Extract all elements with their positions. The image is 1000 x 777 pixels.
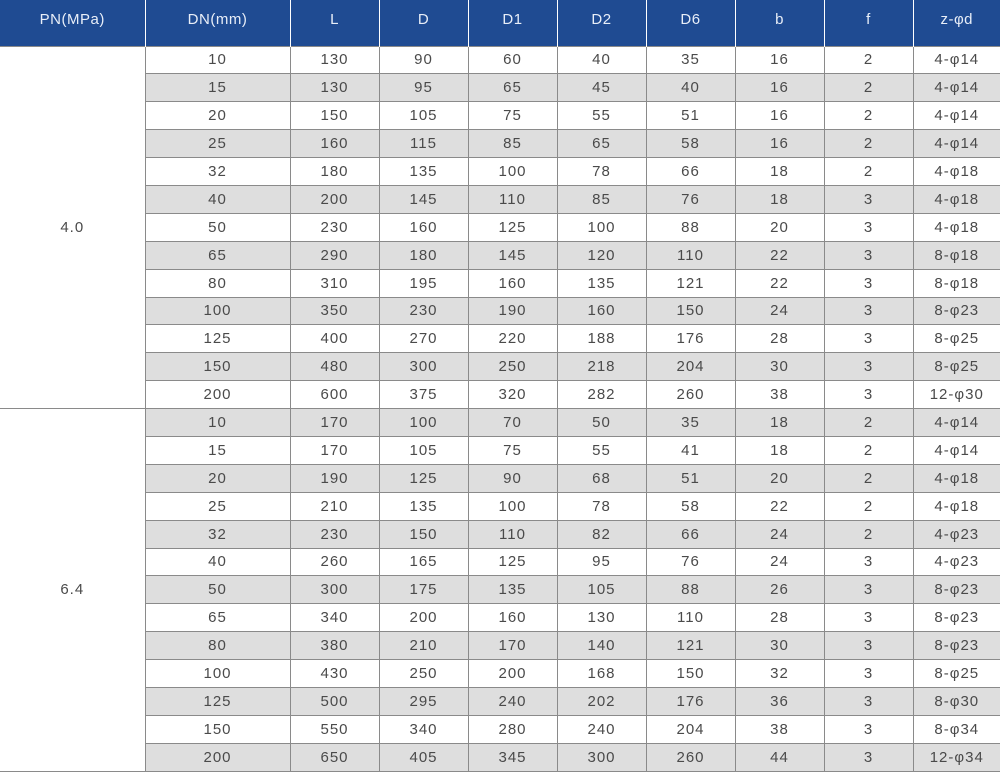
cell-d1: 75 xyxy=(468,102,557,130)
cell-d1: 70 xyxy=(468,409,557,437)
table-row xyxy=(0,492,1000,520)
cell-dn: 100 xyxy=(145,660,290,688)
table-row xyxy=(0,715,1000,743)
cell-dn: 150 xyxy=(145,715,290,743)
cell-dn: 32 xyxy=(145,158,290,186)
table-row xyxy=(0,130,1000,158)
cell-z-phi-d: 4-φ18 xyxy=(913,464,1000,492)
cell-l: 400 xyxy=(290,325,379,353)
cell-l: 480 xyxy=(290,353,379,381)
cell-d: 145 xyxy=(379,185,468,213)
cell-d6: 51 xyxy=(646,102,735,130)
cell-f: 3 xyxy=(824,743,913,771)
cell-d2: 55 xyxy=(557,436,646,464)
cell-f: 3 xyxy=(824,687,913,715)
cell-dn: 65 xyxy=(145,241,290,269)
cell-l: 170 xyxy=(290,409,379,437)
pn-group-cell: 4.0 xyxy=(0,46,145,409)
cell-d1: 125 xyxy=(468,548,557,576)
cell-b: 30 xyxy=(735,353,824,381)
cell-z-phi-d: 8-φ23 xyxy=(913,297,1000,325)
cell-z-phi-d: 12-φ34 xyxy=(913,743,1000,771)
cell-dn: 125 xyxy=(145,325,290,353)
cell-f: 3 xyxy=(824,297,913,325)
cell-z-phi-d: 4-φ14 xyxy=(913,46,1000,74)
cell-f: 3 xyxy=(824,632,913,660)
cell-f: 2 xyxy=(824,492,913,520)
cell-d: 135 xyxy=(379,158,468,186)
table-row xyxy=(0,743,1000,771)
cell-b: 38 xyxy=(735,381,824,409)
cell-f: 2 xyxy=(824,436,913,464)
cell-d6: 76 xyxy=(646,548,735,576)
cell-l: 500 xyxy=(290,687,379,715)
table-row xyxy=(0,241,1000,269)
cell-l: 380 xyxy=(290,632,379,660)
cell-d2: 188 xyxy=(557,325,646,353)
cell-z-phi-d: 12-φ30 xyxy=(913,381,1000,409)
cell-dn: 10 xyxy=(145,409,290,437)
cell-l: 600 xyxy=(290,381,379,409)
cell-z-phi-d: 4-φ18 xyxy=(913,158,1000,186)
table-body xyxy=(0,46,1000,771)
cell-f: 2 xyxy=(824,520,913,548)
header-f: f xyxy=(824,0,913,46)
cell-d: 95 xyxy=(379,74,468,102)
cell-l: 180 xyxy=(290,158,379,186)
cell-dn: 65 xyxy=(145,604,290,632)
cell-f: 3 xyxy=(824,576,913,604)
pn-group-cell: 6.4 xyxy=(0,409,145,772)
cell-b: 18 xyxy=(735,158,824,186)
cell-f: 2 xyxy=(824,130,913,158)
cell-b: 36 xyxy=(735,687,824,715)
cell-d1: 65 xyxy=(468,74,557,102)
cell-dn: 20 xyxy=(145,102,290,130)
cell-b: 16 xyxy=(735,102,824,130)
cell-d1: 160 xyxy=(468,269,557,297)
header-row xyxy=(0,0,1000,46)
table-row xyxy=(0,576,1000,604)
cell-b: 28 xyxy=(735,604,824,632)
cell-d1: 60 xyxy=(468,46,557,74)
cell-z-phi-d: 4-φ14 xyxy=(913,74,1000,102)
cell-l: 230 xyxy=(290,213,379,241)
cell-l: 550 xyxy=(290,715,379,743)
cell-d: 150 xyxy=(379,520,468,548)
cell-d: 195 xyxy=(379,269,468,297)
cell-z-phi-d: 8-φ25 xyxy=(913,353,1000,381)
cell-l: 310 xyxy=(290,269,379,297)
cell-z-phi-d: 8-φ23 xyxy=(913,576,1000,604)
cell-dn: 20 xyxy=(145,464,290,492)
cell-d: 300 xyxy=(379,353,468,381)
cell-d1: 170 xyxy=(468,632,557,660)
cell-dn: 50 xyxy=(145,576,290,604)
cell-d2: 282 xyxy=(557,381,646,409)
cell-f: 3 xyxy=(824,185,913,213)
cell-d6: 88 xyxy=(646,576,735,604)
cell-d6: 51 xyxy=(646,464,735,492)
cell-b: 24 xyxy=(735,520,824,548)
cell-d2: 120 xyxy=(557,241,646,269)
cell-d1: 90 xyxy=(468,464,557,492)
cell-d2: 218 xyxy=(557,353,646,381)
cell-b: 20 xyxy=(735,464,824,492)
header-d6: D6 xyxy=(646,0,735,46)
cell-d1: 250 xyxy=(468,353,557,381)
cell-f: 2 xyxy=(824,74,913,102)
cell-dn: 25 xyxy=(145,130,290,158)
cell-l: 430 xyxy=(290,660,379,688)
cell-d2: 240 xyxy=(557,715,646,743)
cell-l: 200 xyxy=(290,185,379,213)
cell-d1: 160 xyxy=(468,604,557,632)
cell-dn: 32 xyxy=(145,520,290,548)
table-row xyxy=(0,297,1000,325)
table-row xyxy=(0,604,1000,632)
cell-d6: 58 xyxy=(646,492,735,520)
cell-d2: 68 xyxy=(557,464,646,492)
cell-l: 650 xyxy=(290,743,379,771)
cell-d6: 35 xyxy=(646,46,735,74)
cell-d6: 88 xyxy=(646,213,735,241)
cell-d2: 85 xyxy=(557,185,646,213)
cell-d2: 50 xyxy=(557,409,646,437)
cell-d6: 58 xyxy=(646,130,735,158)
cell-d1: 240 xyxy=(468,687,557,715)
header-z-phi-d: z-φd xyxy=(913,0,1000,46)
cell-d1: 100 xyxy=(468,158,557,186)
cell-f: 2 xyxy=(824,46,913,74)
cell-l: 290 xyxy=(290,241,379,269)
cell-d1: 145 xyxy=(468,241,557,269)
table-row xyxy=(0,632,1000,660)
cell-f: 3 xyxy=(824,353,913,381)
cell-d1: 100 xyxy=(468,492,557,520)
cell-z-phi-d: 4-φ14 xyxy=(913,130,1000,158)
cell-f: 3 xyxy=(824,213,913,241)
cell-dn: 200 xyxy=(145,381,290,409)
cell-b: 28 xyxy=(735,325,824,353)
cell-b: 22 xyxy=(735,492,824,520)
cell-d: 135 xyxy=(379,492,468,520)
cell-l: 210 xyxy=(290,492,379,520)
cell-d1: 75 xyxy=(468,436,557,464)
cell-d: 270 xyxy=(379,325,468,353)
cell-d1: 85 xyxy=(468,130,557,158)
cell-f: 3 xyxy=(824,325,913,353)
cell-dn: 40 xyxy=(145,185,290,213)
cell-b: 16 xyxy=(735,130,824,158)
cell-z-phi-d: 4-φ18 xyxy=(913,213,1000,241)
cell-f: 3 xyxy=(824,660,913,688)
table-row xyxy=(0,436,1000,464)
cell-d1: 110 xyxy=(468,520,557,548)
cell-d: 230 xyxy=(379,297,468,325)
cell-b: 16 xyxy=(735,46,824,74)
cell-d1: 200 xyxy=(468,660,557,688)
table-row xyxy=(0,46,1000,74)
cell-d6: 66 xyxy=(646,520,735,548)
cell-z-phi-d: 4-φ14 xyxy=(913,436,1000,464)
cell-d: 375 xyxy=(379,381,468,409)
table-row xyxy=(0,325,1000,353)
cell-dn: 80 xyxy=(145,269,290,297)
cell-d6: 260 xyxy=(646,743,735,771)
cell-d6: 204 xyxy=(646,353,735,381)
cell-b: 22 xyxy=(735,241,824,269)
header-dn: DN(mm) xyxy=(145,0,290,46)
cell-f: 2 xyxy=(824,409,913,437)
cell-dn: 150 xyxy=(145,353,290,381)
cell-d1: 345 xyxy=(468,743,557,771)
cell-z-phi-d: 8-φ23 xyxy=(913,604,1000,632)
cell-z-phi-d: 8-φ18 xyxy=(913,241,1000,269)
cell-d2: 78 xyxy=(557,158,646,186)
cell-b: 20 xyxy=(735,213,824,241)
cell-d6: 150 xyxy=(646,297,735,325)
cell-b: 38 xyxy=(735,715,824,743)
cell-d1: 135 xyxy=(468,576,557,604)
cell-d1: 220 xyxy=(468,325,557,353)
cell-d: 160 xyxy=(379,213,468,241)
cell-f: 3 xyxy=(824,548,913,576)
cell-d6: 41 xyxy=(646,436,735,464)
cell-d2: 65 xyxy=(557,130,646,158)
table-row xyxy=(0,548,1000,576)
table-row xyxy=(0,660,1000,688)
cell-d2: 78 xyxy=(557,492,646,520)
cell-dn: 15 xyxy=(145,74,290,102)
cell-d: 105 xyxy=(379,102,468,130)
cell-d: 175 xyxy=(379,576,468,604)
cell-d6: 110 xyxy=(646,241,735,269)
cell-f: 3 xyxy=(824,241,913,269)
cell-f: 3 xyxy=(824,381,913,409)
cell-l: 160 xyxy=(290,130,379,158)
cell-b: 18 xyxy=(735,436,824,464)
cell-d6: 204 xyxy=(646,715,735,743)
cell-d: 165 xyxy=(379,548,468,576)
table-row xyxy=(0,464,1000,492)
table-row xyxy=(0,74,1000,102)
cell-z-phi-d: 8-φ25 xyxy=(913,325,1000,353)
cell-d6: 260 xyxy=(646,381,735,409)
cell-d6: 35 xyxy=(646,409,735,437)
cell-d6: 176 xyxy=(646,687,735,715)
table-row xyxy=(0,409,1000,437)
cell-dn: 15 xyxy=(145,436,290,464)
cell-b: 44 xyxy=(735,743,824,771)
cell-d1: 125 xyxy=(468,213,557,241)
cell-d: 180 xyxy=(379,241,468,269)
table-row xyxy=(0,353,1000,381)
cell-z-phi-d: 4-φ18 xyxy=(913,492,1000,520)
cell-z-phi-d: 8-φ18 xyxy=(913,269,1000,297)
cell-d2: 202 xyxy=(557,687,646,715)
cell-f: 2 xyxy=(824,158,913,186)
table-row xyxy=(0,687,1000,715)
cell-dn: 200 xyxy=(145,743,290,771)
header-d1: D1 xyxy=(468,0,557,46)
cell-d2: 95 xyxy=(557,548,646,576)
table-row xyxy=(0,213,1000,241)
cell-d2: 82 xyxy=(557,520,646,548)
cell-d6: 40 xyxy=(646,74,735,102)
cell-l: 230 xyxy=(290,520,379,548)
cell-d2: 130 xyxy=(557,604,646,632)
cell-dn: 40 xyxy=(145,548,290,576)
cell-d: 90 xyxy=(379,46,468,74)
cell-f: 3 xyxy=(824,715,913,743)
cell-d1: 190 xyxy=(468,297,557,325)
cell-z-phi-d: 8-φ34 xyxy=(913,715,1000,743)
cell-z-phi-d: 4-φ23 xyxy=(913,520,1000,548)
header-pn: PN(MPa) xyxy=(0,0,145,46)
cell-d: 295 xyxy=(379,687,468,715)
table-row xyxy=(0,185,1000,213)
cell-d6: 76 xyxy=(646,185,735,213)
cell-b: 16 xyxy=(735,74,824,102)
cell-l: 260 xyxy=(290,548,379,576)
table-row xyxy=(0,520,1000,548)
cell-b: 18 xyxy=(735,409,824,437)
table-row xyxy=(0,102,1000,130)
cell-d6: 121 xyxy=(646,632,735,660)
cell-d: 125 xyxy=(379,464,468,492)
cell-f: 2 xyxy=(824,102,913,130)
cell-d: 105 xyxy=(379,436,468,464)
cell-d6: 66 xyxy=(646,158,735,186)
cell-dn: 80 xyxy=(145,632,290,660)
cell-d1: 280 xyxy=(468,715,557,743)
header-l: L xyxy=(290,0,379,46)
header-b: b xyxy=(735,0,824,46)
cell-f: 2 xyxy=(824,464,913,492)
cell-b: 30 xyxy=(735,632,824,660)
cell-d: 100 xyxy=(379,409,468,437)
cell-b: 18 xyxy=(735,185,824,213)
cell-z-phi-d: 4-φ14 xyxy=(913,409,1000,437)
cell-l: 170 xyxy=(290,436,379,464)
cell-l: 190 xyxy=(290,464,379,492)
cell-d2: 55 xyxy=(557,102,646,130)
cell-z-phi-d: 4-φ14 xyxy=(913,102,1000,130)
cell-d2: 160 xyxy=(557,297,646,325)
cell-l: 300 xyxy=(290,576,379,604)
cell-d: 340 xyxy=(379,715,468,743)
cell-d2: 300 xyxy=(557,743,646,771)
cell-d1: 320 xyxy=(468,381,557,409)
cell-dn: 25 xyxy=(145,492,290,520)
table-header xyxy=(0,0,1000,46)
cell-d6: 121 xyxy=(646,269,735,297)
cell-d2: 135 xyxy=(557,269,646,297)
cell-dn: 100 xyxy=(145,297,290,325)
cell-b: 26 xyxy=(735,576,824,604)
cell-d2: 140 xyxy=(557,632,646,660)
cell-f: 3 xyxy=(824,604,913,632)
cell-dn: 50 xyxy=(145,213,290,241)
cell-z-phi-d: 4-φ18 xyxy=(913,185,1000,213)
table-row xyxy=(0,269,1000,297)
cell-d: 250 xyxy=(379,660,468,688)
cell-z-phi-d: 4-φ23 xyxy=(913,548,1000,576)
header-d: D xyxy=(379,0,468,46)
cell-d2: 100 xyxy=(557,213,646,241)
cell-d2: 45 xyxy=(557,74,646,102)
cell-l: 130 xyxy=(290,74,379,102)
table-row xyxy=(0,158,1000,186)
cell-dn: 125 xyxy=(145,687,290,715)
cell-d: 200 xyxy=(379,604,468,632)
cell-d2: 168 xyxy=(557,660,646,688)
cell-z-phi-d: 8-φ23 xyxy=(913,632,1000,660)
cell-d: 115 xyxy=(379,130,468,158)
cell-b: 24 xyxy=(735,548,824,576)
cell-d6: 176 xyxy=(646,325,735,353)
cell-f: 3 xyxy=(824,269,913,297)
cell-z-phi-d: 8-φ30 xyxy=(913,687,1000,715)
cell-d6: 150 xyxy=(646,660,735,688)
cell-d6: 110 xyxy=(646,604,735,632)
cell-d1: 110 xyxy=(468,185,557,213)
cell-l: 150 xyxy=(290,102,379,130)
cell-dn: 10 xyxy=(145,46,290,74)
cell-d2: 40 xyxy=(557,46,646,74)
cell-d: 405 xyxy=(379,743,468,771)
cell-d2: 105 xyxy=(557,576,646,604)
cell-b: 22 xyxy=(735,269,824,297)
cell-l: 130 xyxy=(290,46,379,74)
cell-d: 210 xyxy=(379,632,468,660)
cell-b: 32 xyxy=(735,660,824,688)
cell-z-phi-d: 8-φ25 xyxy=(913,660,1000,688)
cell-b: 24 xyxy=(735,297,824,325)
cell-l: 340 xyxy=(290,604,379,632)
cell-l: 350 xyxy=(290,297,379,325)
table-row xyxy=(0,381,1000,409)
header-d2: D2 xyxy=(557,0,646,46)
